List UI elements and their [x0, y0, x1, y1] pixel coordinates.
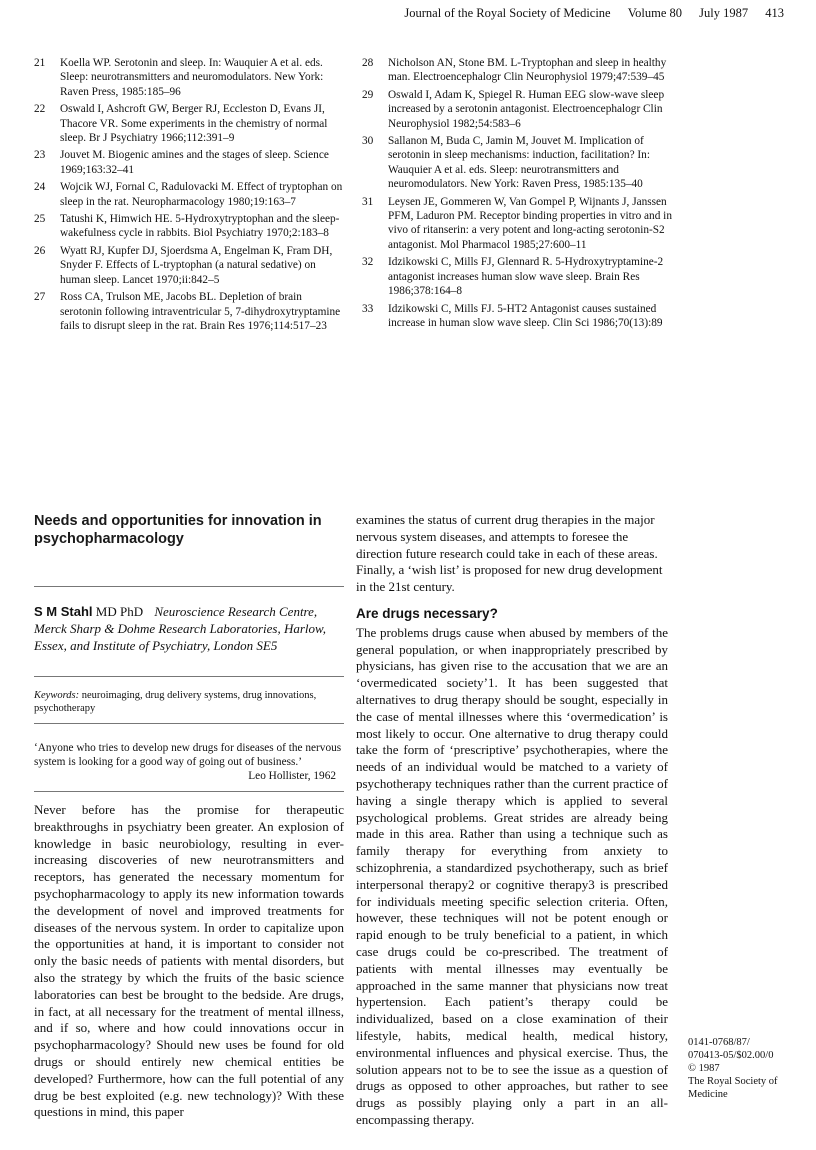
reference-item: 30 Sallanon M, Buda C, Jamin M, Jouvet M. Implication of serotonin in sleep mechanisms: induction, facilitation? In: Wauquier A et al. eds. Sleep: neurotransmitters and neuromodulators. New York: Raven Press, 1985:135–40 [362, 135, 650, 191]
running-header [384, 6, 784, 21]
copyright-code: 070413-05/$02.00/0 [688, 1050, 774, 1061]
reference-item: 22 Oswald I, Ashcroft GW, Berger RJ, Eccleston D, Evans JI, Thacore VR. Some experiments in the chemistry of normal sleep. Br J Psychiatry 1966;112:391–9 [34, 103, 328, 145]
author-degrees: MD PhD [95, 604, 144, 619]
author-name: S M Stahl [34, 604, 93, 619]
reference-item: 27 Ross CA, Trulson ME, Jacobs BL. Depletion of brain serotonin following intraventricular 5, 7-dihydroxytryptamine fails to disrupt sleep in the rat. Brain Res 1976;114:517–23 [34, 291, 341, 332]
section-paragraph: The problems drugs cause when abused by members of the general population, or when inappropriately prescribed by physicians, has given rise to the accusation that we are an ‘overmedicated society’1. It has been suggested that alternatives to drug therapy should be sought, especially in the case of mental illnesses where this ‘overmedication’ is most likely to occur. One alternative to drug therapy could take the form of ‘prescriptive’ psychotherapies, where the needs of an individual would be matched to a variety of psychotherapy techniques rather than the current practice of having a single therapy which is applied to several psychological problems. Great strides are already being made in this area. Rather than using a technique such as family therapy for everything from anxiety to schizophrenia, a standardized psychotherapy, such as brief interpersonal therapy2 or cognitive therapy3 is prescribed for individuals meeting specific selection criteria. Often, however, these techniques will not be potent enough or rapid enough to be truly beneficial to a patient, in which case drugs could be co-prescribed. The treatment of patients with mental illnesses may eventually be approached in the same manner that physicians now treat hypertension. Each patient’s therapy could be individualized, based on a close examination of their lifestyle, habits, medical health, medical history, environmental influences and physical exercise. Thus, the solution appears not to be to see the issue as a question of drugs as opposed to other approaches, but rather to see drugs as possibly playing only a part in an all-encompassing therapy. [356, 624, 668, 1127]
copyright-block [688, 1036, 798, 1101]
section-are-drugs-necessary [356, 606, 668, 1129]
reference-item: 28 Nicholson AN, Stone BM. L-Tryptophan and sleep in healthy man. Electroencephalogr Clin Neurophysiol 1979;47:539–45 [362, 57, 667, 84]
copyright-publisher: The Royal Society of Medicine [688, 1076, 778, 1100]
issue-date: July 1987 [699, 6, 749, 20]
keywords-list: neuroimaging, drug delivery systems, drug innovations, psychotherapy [34, 690, 317, 714]
epigraph-attribution: Leo Hollister, 1962 [248, 770, 336, 782]
reference-item: 21 Koella WP. Serotonin and sleep. In: Wauquier A et al. eds. Sleep: neurotransmitters and neuromodulators. New York: Raven Press, 1985:185–96 [34, 57, 324, 98]
copyright-year: © 1987 [688, 1063, 720, 1074]
section-heading: Are drugs necessary? [356, 606, 498, 621]
keywords-label: Keywords: [34, 690, 80, 701]
article-title: Needs and opportunities for innovation in psychopharmacology [34, 513, 322, 547]
intro-paragraph: Never before has the promise for therapeutic breakthroughs in psychiatry been greater. An explosion of knowledge in basic neurobiology, resulting in ever-increasing discoveries of new neurotransmitters and receptors, has generated the necessary momentum for psychopharmacology to apply its new information towards the development of novel and improved treatments for diseases of the nervous system. In order to capitalize upon the opportunities at hand, it is important to consider not only the basic needs of patients with mental disorders, but also the strategy by which the fruits of the basic science laboratories can best be brought to the bedside. Are drugs, in fact, at all necessary for the treatment of mental illness, and if so, where and how could innovations occur in psychopharmacology? Should new uses be found for old drugs or should entirely new chemical entities be developed? Furthermore, how can the full potential of any drug be best exploited (e.g. new technology)? With these questions in mind, this paper [34, 802, 344, 1120]
volume: Volume 80 [627, 6, 683, 20]
keywords [34, 689, 344, 715]
author-affiliation: Neuroscience Research Centre, Merck Sharp & Dohme Research Laboratories, Harlow, Essex, and Institute of Psychiatry, London SE5 [34, 604, 326, 653]
epigraph-text: ‘Anyone who tries to develop new drugs for diseases of the nervous system is looking for a good way of going out of business.’ [34, 742, 342, 768]
page-number: 413 [765, 6, 784, 20]
journal-name: Journal of the Royal Society of Medicine [404, 6, 611, 20]
references-left-column [34, 56, 344, 336]
copyright-code: 0141-0768/87/ [688, 1037, 750, 1048]
reference-item: 32 Idzikowski C, Mills FJ, Glennard R. 5-Hydroxytryptamine-2 antagonist increases human slow wave sleep. Brain Res 1986;378:164–8 [362, 256, 664, 298]
divider [34, 791, 344, 792]
reference-item: 29 Oswald I, Adam K, Spiegel R. Human EEG slow-wave sleep increased by a serotonin antagonist. Electroencephalogr Clin Neurophysiol 1982;54:583–6 [362, 88, 665, 130]
references-right-column [362, 56, 678, 333]
divider [34, 676, 344, 677]
divider [34, 586, 344, 587]
reference-item: 33 Idzikowski C, Mills FJ. 5-HT2 Antagonist causes sustained increase in human slow wave sleep. Clin Sci 1986;70(13):89 [362, 302, 663, 329]
author-block [34, 603, 344, 654]
abstract-continued: examines the status of current drug therapies in the major nervous system diseases, and attempts to foresee the direction future research could take in each of these areas. Finally, a ‘wish list’ is proposed for new drug development in the 21st century. [356, 512, 663, 595]
reference-item: 24 Wojcik WJ, Fornal C, Radulovacki M. Effect of tryptophan on sleep in the rat. Neuropharmacology 1980;19:163–7 [34, 181, 343, 208]
reference-item: 23 Jouvet M. Biogenic amines and the stages of sleep. Science 1969;163:32–41 [34, 149, 329, 176]
epigraph [34, 741, 344, 783]
reference-item: 25 Tatushi K, Himwich HE. 5-Hydroxytryptophan and the sleep-wakefulness cycle in rabbits. Biol Psychiatry 1970;2:183–8 [34, 213, 340, 240]
reference-item: 31 Leysen JE, Gommeren W, Van Gompel P, Wijnants J, Janssen PFM, Laduron PM. Receptor binding properties in vitro and in vivo of ritanserin: a very potent and long-acting serotonin-S2 antagonist. Mol Pharmacol 1985;27:600–11 [362, 195, 672, 251]
reference-item: 26 Wyatt RJ, Kupfer DJ, Sjoerdsma A, Engelman K, Fram DH, Snyder F. Effects of L-tryptophan (a natural sedative) on human sleep. Lancet 1970;ii:842–5 [34, 244, 333, 286]
divider [34, 723, 344, 724]
